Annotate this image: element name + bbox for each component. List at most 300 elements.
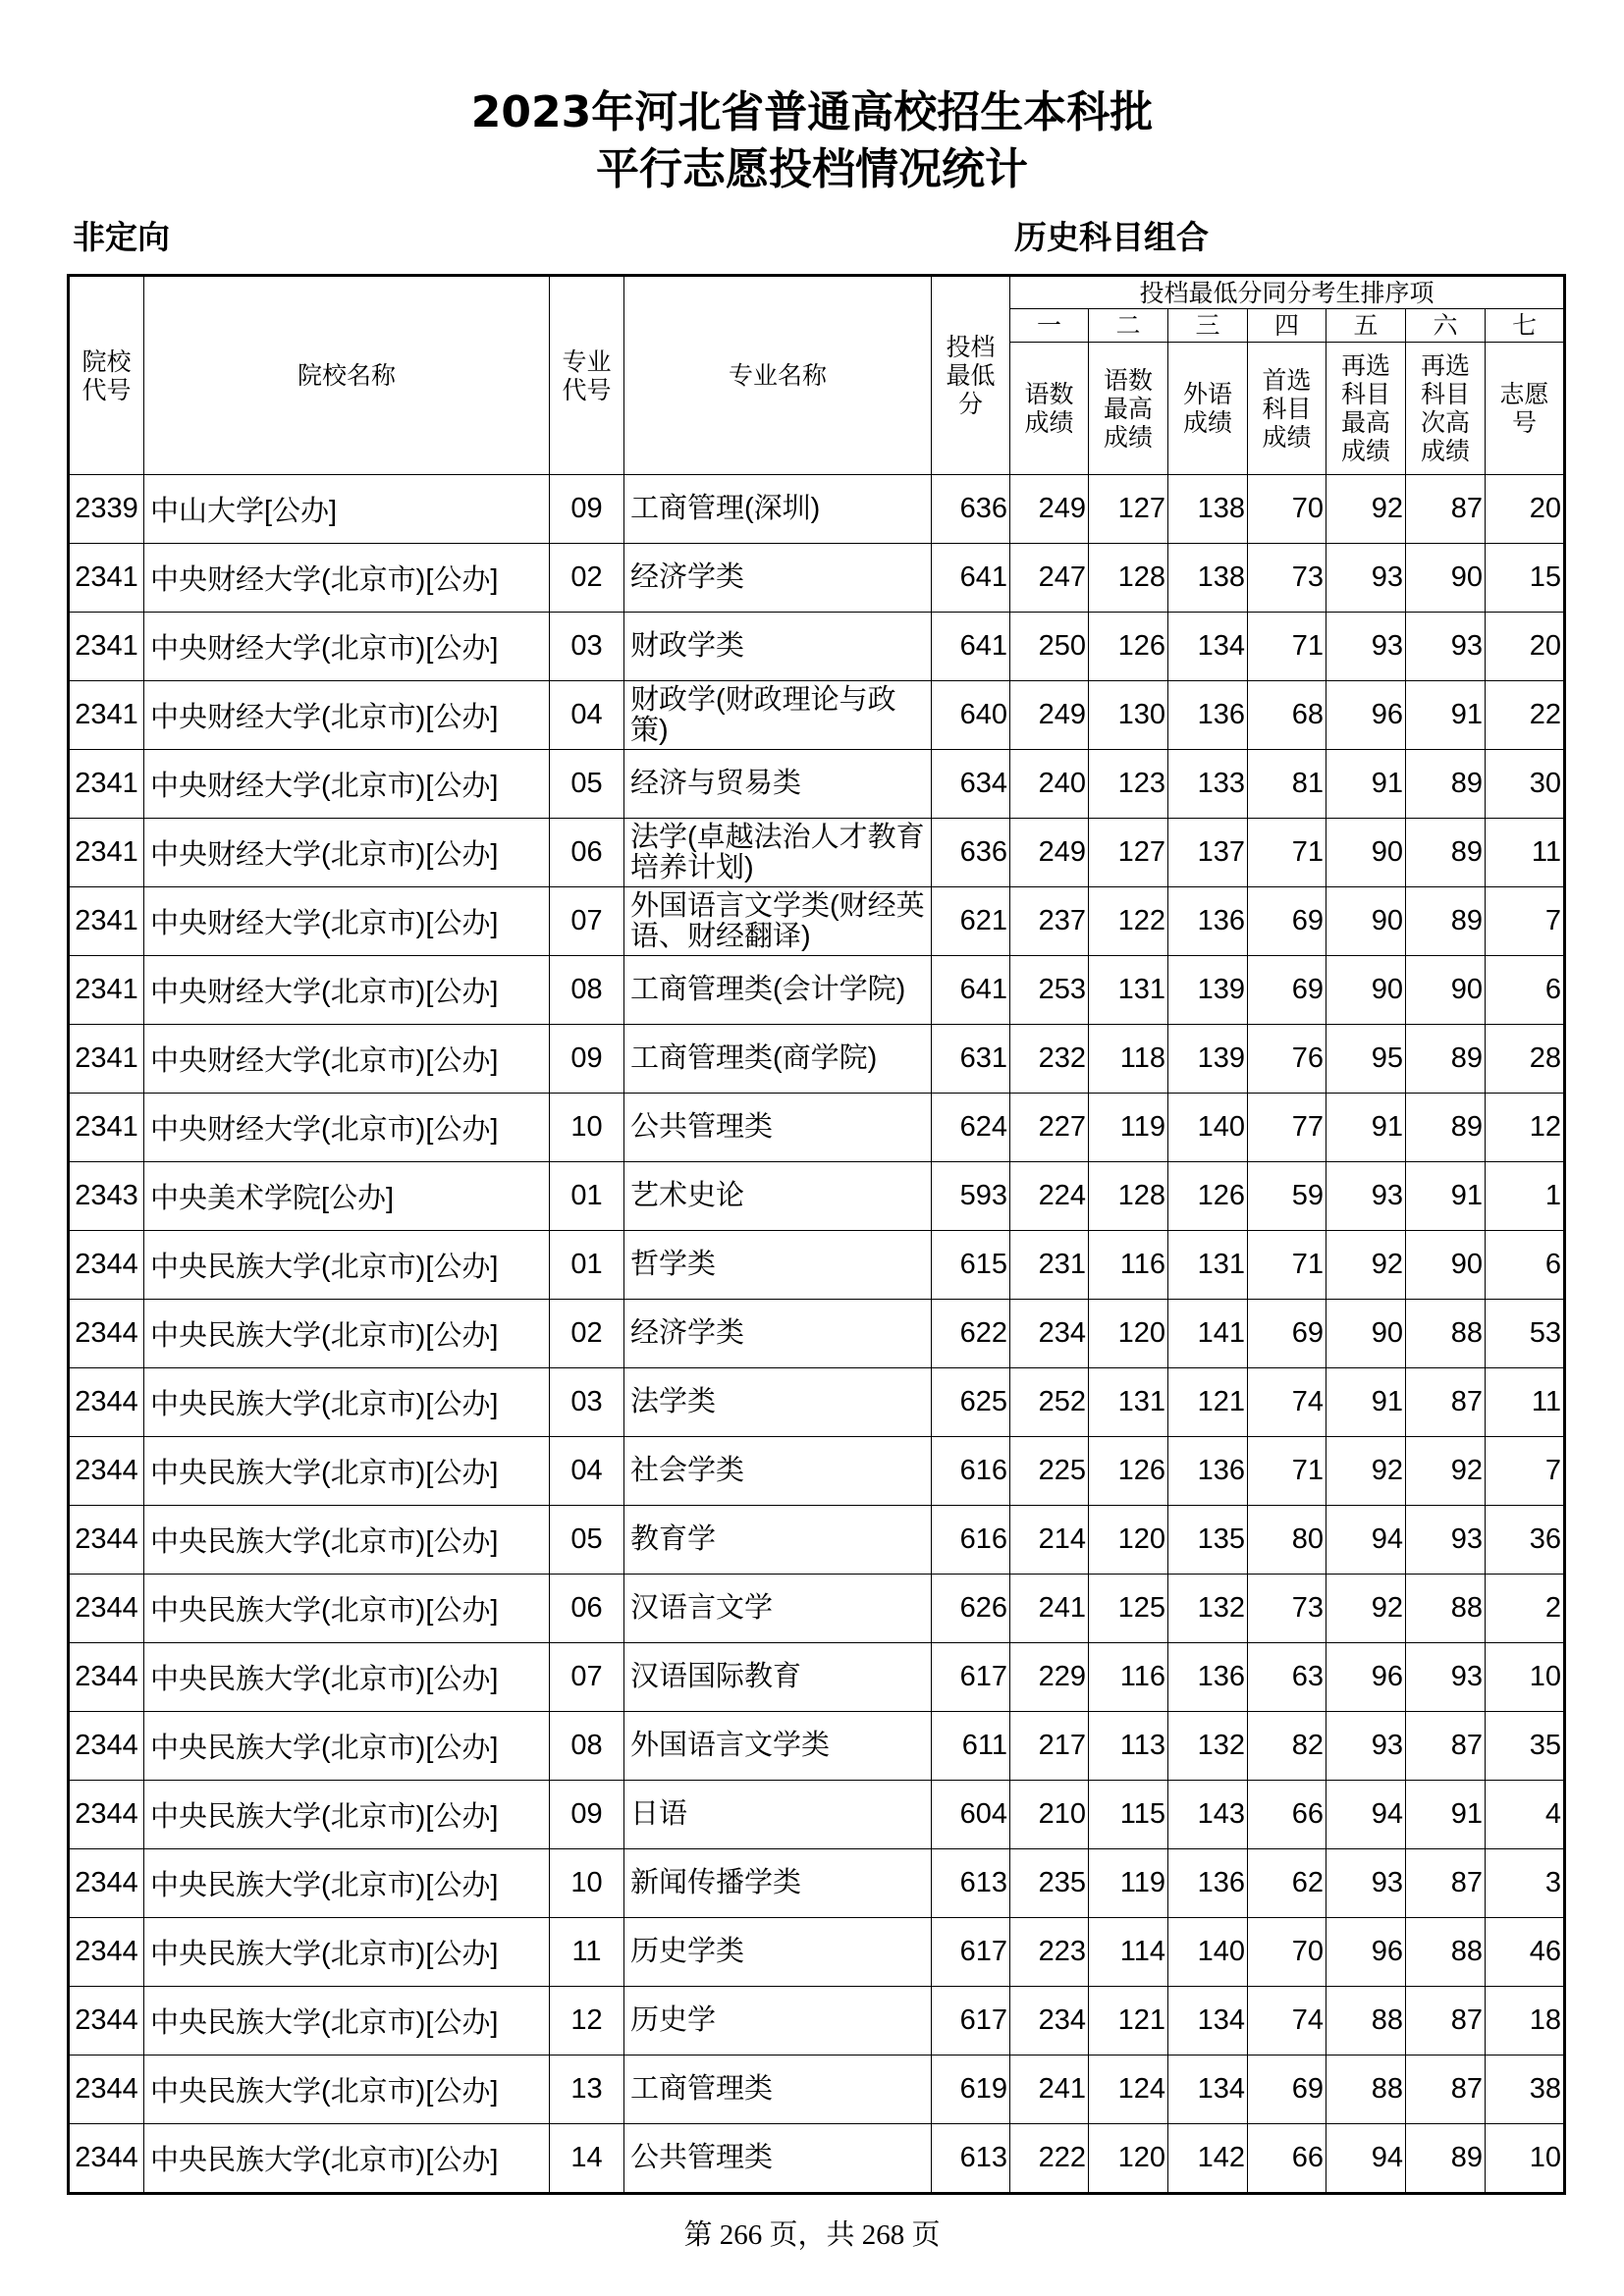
cell-school-code: 2341 xyxy=(69,1094,144,1162)
cell-preference-number: 10 xyxy=(1486,1643,1565,1712)
cell-elective-max-score: 94 xyxy=(1326,1781,1406,1849)
table-row xyxy=(69,819,1565,887)
cell-first-subject-score: 70 xyxy=(1248,1918,1326,1987)
cell-school-name: 中央财经大学(北京市)[公办] xyxy=(144,613,550,681)
table-row xyxy=(69,1162,1565,1231)
cell-school-name: 中央财经大学(北京市)[公办] xyxy=(144,887,550,956)
cell-chinese-math-score: 240 xyxy=(1010,750,1089,819)
cell-school-name: 中央财经大学(北京市)[公办] xyxy=(144,681,550,750)
cell-foreign-language-score: 121 xyxy=(1168,1368,1248,1437)
cell-elective-max-score: 93 xyxy=(1326,544,1406,613)
cell-elective-max-score: 91 xyxy=(1326,1368,1406,1437)
cell-elective-max-score: 92 xyxy=(1326,475,1406,544)
table-row xyxy=(69,956,1565,1025)
cell-major-name: 经济学类 xyxy=(624,544,932,613)
cell-elective-max-score: 93 xyxy=(1326,1162,1406,1231)
header-major-code: 专业代号 xyxy=(550,276,624,475)
cell-major-code: 09 xyxy=(550,1025,624,1094)
cell-preference-number: 6 xyxy=(1486,1231,1565,1300)
cell-preference-number: 36 xyxy=(1486,1506,1565,1575)
cell-major-code: 07 xyxy=(550,1643,624,1712)
cell-first-subject-score: 68 xyxy=(1248,681,1326,750)
cell-min-score: 625 xyxy=(932,1368,1010,1437)
cell-chinese-math-max: 119 xyxy=(1089,1094,1168,1162)
cell-chinese-math-score: 241 xyxy=(1010,2056,1089,2124)
cell-school-name: 中央民族大学(北京市)[公办] xyxy=(144,1575,550,1643)
cell-preference-number: 11 xyxy=(1486,819,1565,887)
cell-school-name: 中央民族大学(北京市)[公办] xyxy=(144,1643,550,1712)
cell-preference-number: 6 xyxy=(1486,956,1565,1025)
cell-first-subject-score: 81 xyxy=(1248,750,1326,819)
cell-elective-second-score: 91 xyxy=(1406,1162,1486,1231)
header-rank-6: 六 xyxy=(1406,309,1486,343)
cell-major-name: 工商管理类(会计学院) xyxy=(624,956,932,1025)
cell-elective-max-score: 88 xyxy=(1326,2056,1406,2124)
cell-min-score: 624 xyxy=(932,1094,1010,1162)
cell-min-score: 626 xyxy=(932,1575,1010,1643)
cell-major-code: 13 xyxy=(550,2056,624,2124)
cell-elective-max-score: 88 xyxy=(1326,1987,1406,2056)
cell-major-code: 02 xyxy=(550,1300,624,1368)
subtitle-plan-type: 非定向 xyxy=(73,218,170,256)
cell-chinese-math-score: 234 xyxy=(1010,1300,1089,1368)
cell-school-name: 中央民族大学(北京市)[公办] xyxy=(144,1712,550,1781)
cell-school-code: 2344 xyxy=(69,1918,144,1987)
cell-major-code: 08 xyxy=(550,1712,624,1781)
cell-major-name: 经济学类 xyxy=(624,1300,932,1368)
cell-major-name: 工商管理类(商学院) xyxy=(624,1025,932,1094)
cell-major-code: 10 xyxy=(550,1094,624,1162)
cell-chinese-math-max: 114 xyxy=(1089,1918,1168,1987)
cell-preference-number: 7 xyxy=(1486,887,1565,956)
header-criterion-1: 语数成绩 xyxy=(1010,343,1089,475)
cell-min-score: 619 xyxy=(932,2056,1010,2124)
header-rank-1: 一 xyxy=(1010,309,1089,343)
cell-foreign-language-score: 135 xyxy=(1168,1506,1248,1575)
cell-foreign-language-score: 134 xyxy=(1168,613,1248,681)
cell-chinese-math-score: 252 xyxy=(1010,1368,1089,1437)
table-row xyxy=(69,2056,1565,2124)
cell-min-score: 617 xyxy=(932,1987,1010,2056)
cell-elective-second-score: 89 xyxy=(1406,1025,1486,1094)
cell-foreign-language-score: 134 xyxy=(1168,2056,1248,2124)
cell-major-name: 财政学类 xyxy=(624,613,932,681)
cell-min-score: 616 xyxy=(932,1437,1010,1506)
header-rank-4: 四 xyxy=(1248,309,1326,343)
cell-elective-max-score: 92 xyxy=(1326,1437,1406,1506)
cell-foreign-language-score: 126 xyxy=(1168,1162,1248,1231)
cell-elective-second-score: 89 xyxy=(1406,887,1486,956)
page-title-line2: 平行志愿投档情况统计 xyxy=(596,144,1028,194)
cell-school-code: 2344 xyxy=(69,1643,144,1712)
cell-chinese-math-score: 249 xyxy=(1010,681,1089,750)
cell-elective-second-score: 93 xyxy=(1406,1506,1486,1575)
cell-chinese-math-score: 232 xyxy=(1010,1025,1089,1094)
cell-foreign-language-score: 136 xyxy=(1168,1643,1248,1712)
cell-school-name: 中央财经大学(北京市)[公办] xyxy=(144,544,550,613)
cell-elective-max-score: 90 xyxy=(1326,956,1406,1025)
cell-chinese-math-max: 131 xyxy=(1089,1368,1168,1437)
cell-school-code: 2344 xyxy=(69,1437,144,1506)
cell-first-subject-score: 70 xyxy=(1248,475,1326,544)
cell-chinese-math-score: 217 xyxy=(1010,1712,1089,1781)
cell-major-code: 12 xyxy=(550,1987,624,2056)
table-row xyxy=(69,1506,1565,1575)
header-rank-3: 三 xyxy=(1168,309,1248,343)
cell-major-code: 01 xyxy=(550,1162,624,1231)
cell-major-name: 历史学 xyxy=(624,1987,932,2056)
cell-elective-max-score: 96 xyxy=(1326,1643,1406,1712)
cell-chinese-math-score: 249 xyxy=(1010,475,1089,544)
cell-first-subject-score: 71 xyxy=(1248,613,1326,681)
cell-school-name: 中央民族大学(北京市)[公办] xyxy=(144,2124,550,2194)
cell-min-score: 636 xyxy=(932,819,1010,887)
cell-chinese-math-max: 118 xyxy=(1089,1025,1168,1094)
cell-elective-max-score: 91 xyxy=(1326,750,1406,819)
cell-school-code: 2344 xyxy=(69,2056,144,2124)
cell-preference-number: 28 xyxy=(1486,1025,1565,1094)
cell-elective-max-score: 93 xyxy=(1326,1849,1406,1918)
cell-first-subject-score: 69 xyxy=(1248,887,1326,956)
cell-school-code: 2341 xyxy=(69,544,144,613)
cell-chinese-math-max: 127 xyxy=(1089,475,1168,544)
header-criterion-6: 再选科目次高成绩 xyxy=(1406,343,1486,475)
cell-chinese-math-max: 115 xyxy=(1089,1781,1168,1849)
cell-first-subject-score: 69 xyxy=(1248,2056,1326,2124)
cell-first-subject-score: 77 xyxy=(1248,1094,1326,1162)
cell-min-score: 621 xyxy=(932,887,1010,956)
table-row xyxy=(69,475,1565,544)
header-criterion-2: 语数最高成绩 xyxy=(1089,343,1168,475)
cell-foreign-language-score: 141 xyxy=(1168,1300,1248,1368)
cell-preference-number: 20 xyxy=(1486,475,1565,544)
cell-min-score: 613 xyxy=(932,2124,1010,2194)
cell-school-code: 2339 xyxy=(69,475,144,544)
cell-major-code: 09 xyxy=(550,1781,624,1849)
table-row xyxy=(69,1300,1565,1368)
header-rank-5: 五 xyxy=(1326,309,1406,343)
cell-school-code: 2344 xyxy=(69,1506,144,1575)
cell-foreign-language-score: 132 xyxy=(1168,1712,1248,1781)
cell-min-score: 617 xyxy=(932,1643,1010,1712)
cell-first-subject-score: 66 xyxy=(1248,2124,1326,2194)
cell-major-name: 哲学类 xyxy=(624,1231,932,1300)
cell-major-code: 11 xyxy=(550,1918,624,1987)
cell-major-code: 06 xyxy=(550,1575,624,1643)
cell-elective-max-score: 95 xyxy=(1326,1025,1406,1094)
cell-foreign-language-score: 136 xyxy=(1168,1849,1248,1918)
table-row xyxy=(69,1781,1565,1849)
cell-first-subject-score: 73 xyxy=(1248,544,1326,613)
cell-min-score: 613 xyxy=(932,1849,1010,1918)
cell-elective-second-score: 91 xyxy=(1406,1781,1486,1849)
table-row xyxy=(69,1987,1565,2056)
header-criterion-7: 志愿号 xyxy=(1486,343,1565,475)
cell-major-code: 04 xyxy=(550,681,624,750)
header-school-code: 院校代号 xyxy=(69,276,144,475)
cell-chinese-math-score: 235 xyxy=(1010,1849,1089,1918)
table-row xyxy=(69,887,1565,956)
cell-chinese-math-score: 225 xyxy=(1010,1437,1089,1506)
cell-elective-second-score: 89 xyxy=(1406,1094,1486,1162)
cell-first-subject-score: 73 xyxy=(1248,1575,1326,1643)
cell-preference-number: 4 xyxy=(1486,1781,1565,1849)
cell-school-name: 中央民族大学(北京市)[公办] xyxy=(144,1368,550,1437)
cell-school-code: 2344 xyxy=(69,1781,144,1849)
cell-foreign-language-score: 143 xyxy=(1168,1781,1248,1849)
cell-school-code: 2341 xyxy=(69,887,144,956)
cell-school-name: 中央民族大学(北京市)[公办] xyxy=(144,1987,550,2056)
cell-preference-number: 7 xyxy=(1486,1437,1565,1506)
cell-major-code: 14 xyxy=(550,2124,624,2194)
cell-elective-max-score: 93 xyxy=(1326,613,1406,681)
cell-preference-number: 18 xyxy=(1486,1987,1565,2056)
cell-chinese-math-max: 124 xyxy=(1089,2056,1168,2124)
cell-elective-second-score: 87 xyxy=(1406,1712,1486,1781)
cell-elective-max-score: 90 xyxy=(1326,1300,1406,1368)
cell-chinese-math-max: 120 xyxy=(1089,1506,1168,1575)
header-criterion-4: 首选科目成绩 xyxy=(1248,343,1326,475)
cell-major-code: 08 xyxy=(550,956,624,1025)
cell-chinese-math-score: 234 xyxy=(1010,1987,1089,2056)
cell-major-name: 日语 xyxy=(624,1781,932,1849)
cell-chinese-math-max: 126 xyxy=(1089,613,1168,681)
cell-elective-second-score: 91 xyxy=(1406,681,1486,750)
table-row xyxy=(69,2124,1565,2194)
header-rank-2: 二 xyxy=(1089,309,1168,343)
cell-first-subject-score: 82 xyxy=(1248,1712,1326,1781)
cell-school-code: 2344 xyxy=(69,1712,144,1781)
header-criterion-5: 再选科目最高成绩 xyxy=(1326,343,1406,475)
cell-min-score: 641 xyxy=(932,613,1010,681)
cell-chinese-math-max: 122 xyxy=(1089,887,1168,956)
cell-school-code: 2344 xyxy=(69,1849,144,1918)
subtitle-subject-group: 历史科目组合 xyxy=(1014,218,1209,256)
cell-first-subject-score: 66 xyxy=(1248,1781,1326,1849)
cell-major-name: 公共管理类 xyxy=(624,2124,932,2194)
cell-school-name: 中央民族大学(北京市)[公办] xyxy=(144,1437,550,1506)
cell-school-name: 中央财经大学(北京市)[公办] xyxy=(144,750,550,819)
cell-major-name: 工商管理(深圳) xyxy=(624,475,932,544)
cell-major-name: 法学类 xyxy=(624,1368,932,1437)
cell-school-name: 中央财经大学(北京市)[公办] xyxy=(144,1025,550,1094)
cell-major-code: 05 xyxy=(550,1506,624,1575)
cell-elective-max-score: 91 xyxy=(1326,1094,1406,1162)
cell-major-name: 工商管理类 xyxy=(624,2056,932,2124)
cell-chinese-math-max: 116 xyxy=(1089,1643,1168,1712)
cell-school-code: 2341 xyxy=(69,819,144,887)
cell-school-code: 2344 xyxy=(69,1575,144,1643)
table-row xyxy=(69,1643,1565,1712)
cell-min-score: 631 xyxy=(932,1025,1010,1094)
cell-first-subject-score: 71 xyxy=(1248,819,1326,887)
cell-foreign-language-score: 136 xyxy=(1168,681,1248,750)
cell-school-name: 中央民族大学(北京市)[公办] xyxy=(144,1781,550,1849)
header-rank-7: 七 xyxy=(1486,309,1565,343)
cell-major-code: 10 xyxy=(550,1849,624,1918)
cell-preference-number: 38 xyxy=(1486,2056,1565,2124)
table-row xyxy=(69,1575,1565,1643)
table-row xyxy=(69,750,1565,819)
table-row xyxy=(69,1368,1565,1437)
cell-elective-max-score: 90 xyxy=(1326,819,1406,887)
cell-school-code: 2341 xyxy=(69,956,144,1025)
header-school-name: 院校名称 xyxy=(144,276,550,475)
cell-chinese-math-score: 253 xyxy=(1010,956,1089,1025)
cell-min-score: 617 xyxy=(932,1918,1010,1987)
cell-preference-number: 15 xyxy=(1486,544,1565,613)
table-row xyxy=(69,681,1565,750)
cell-major-code: 06 xyxy=(550,819,624,887)
cell-school-name: 中央财经大学(北京市)[公办] xyxy=(144,1094,550,1162)
cell-elective-max-score: 96 xyxy=(1326,681,1406,750)
header-criterion-3: 外语成绩 xyxy=(1168,343,1248,475)
cell-major-name: 法学(卓越法治人才教育培养计划) xyxy=(624,819,932,887)
table-row xyxy=(69,1094,1565,1162)
cell-foreign-language-score: 137 xyxy=(1168,819,1248,887)
cell-preference-number: 11 xyxy=(1486,1368,1565,1437)
cell-first-subject-score: 80 xyxy=(1248,1506,1326,1575)
table-body xyxy=(69,475,1565,2194)
cell-chinese-math-score: 229 xyxy=(1010,1643,1089,1712)
cell-major-code: 05 xyxy=(550,750,624,819)
cell-foreign-language-score: 132 xyxy=(1168,1575,1248,1643)
cell-foreign-language-score: 134 xyxy=(1168,1987,1248,2056)
cell-min-score: 634 xyxy=(932,750,1010,819)
cell-elective-max-score: 93 xyxy=(1326,1712,1406,1781)
cell-major-code: 03 xyxy=(550,1368,624,1437)
cell-foreign-language-score: 133 xyxy=(1168,750,1248,819)
cell-preference-number: 35 xyxy=(1486,1712,1565,1781)
cell-preference-number: 22 xyxy=(1486,681,1565,750)
header-major-name: 专业名称 xyxy=(624,276,932,475)
cell-elective-second-score: 90 xyxy=(1406,544,1486,613)
cell-major-code: 02 xyxy=(550,544,624,613)
table-row xyxy=(69,1231,1565,1300)
cell-min-score: 641 xyxy=(932,544,1010,613)
cell-school-name: 中央财经大学(北京市)[公办] xyxy=(144,819,550,887)
cell-school-name: 中央民族大学(北京市)[公办] xyxy=(144,1918,550,1987)
cell-school-code: 2344 xyxy=(69,1231,144,1300)
cell-major-name: 财政学(财政理论与政策) xyxy=(624,681,932,750)
cell-elective-second-score: 87 xyxy=(1406,1987,1486,2056)
cell-first-subject-score: 63 xyxy=(1248,1643,1326,1712)
cell-chinese-math-max: 125 xyxy=(1089,1575,1168,1643)
cell-first-subject-score: 76 xyxy=(1248,1025,1326,1094)
cell-elective-second-score: 93 xyxy=(1406,613,1486,681)
cell-foreign-language-score: 131 xyxy=(1168,1231,1248,1300)
cell-chinese-math-max: 120 xyxy=(1089,2124,1168,2194)
header-min-score: 投档最低分 xyxy=(932,276,1010,475)
cell-chinese-math-max: 119 xyxy=(1089,1849,1168,1918)
cell-first-subject-score: 74 xyxy=(1248,1368,1326,1437)
cell-first-subject-score: 69 xyxy=(1248,1300,1326,1368)
cell-major-name: 汉语国际教育 xyxy=(624,1643,932,1712)
cell-foreign-language-score: 138 xyxy=(1168,475,1248,544)
cell-chinese-math-score: 224 xyxy=(1010,1162,1089,1231)
cell-min-score: 593 xyxy=(932,1162,1010,1231)
cell-chinese-math-score: 227 xyxy=(1010,1094,1089,1162)
cell-elective-max-score: 94 xyxy=(1326,2124,1406,2194)
cell-chinese-math-score: 237 xyxy=(1010,887,1089,956)
cell-major-code: 07 xyxy=(550,887,624,956)
cell-foreign-language-score: 140 xyxy=(1168,1094,1248,1162)
cell-elective-second-score: 93 xyxy=(1406,1643,1486,1712)
cell-foreign-language-score: 140 xyxy=(1168,1918,1248,1987)
cell-school-code: 2341 xyxy=(69,1025,144,1094)
cell-elective-max-score: 96 xyxy=(1326,1918,1406,1987)
cell-chinese-math-max: 127 xyxy=(1089,819,1168,887)
cell-elective-second-score: 88 xyxy=(1406,1918,1486,1987)
cell-school-code: 2344 xyxy=(69,1300,144,1368)
cell-preference-number: 10 xyxy=(1486,2124,1565,2194)
cell-school-name: 中央民族大学(北京市)[公办] xyxy=(144,1849,550,1918)
cell-school-code: 2341 xyxy=(69,681,144,750)
cell-chinese-math-score: 241 xyxy=(1010,1575,1089,1643)
table-row xyxy=(69,1849,1565,1918)
table-row xyxy=(69,1918,1565,1987)
cell-chinese-math-score: 247 xyxy=(1010,544,1089,613)
cell-school-name: 中央美术学院[公办] xyxy=(144,1162,550,1231)
cell-school-name: 中央民族大学(北京市)[公办] xyxy=(144,1506,550,1575)
cell-chinese-math-score: 222 xyxy=(1010,2124,1089,2194)
cell-major-name: 外国语言文学类(财经英语、财经翻译) xyxy=(624,887,932,956)
cell-school-name: 中央财经大学(北京市)[公办] xyxy=(144,956,550,1025)
cell-major-name: 教育学 xyxy=(624,1506,932,1575)
cell-major-name: 艺术史论 xyxy=(624,1162,932,1231)
cell-elective-second-score: 87 xyxy=(1406,475,1486,544)
cell-preference-number: 12 xyxy=(1486,1094,1565,1162)
cell-major-code: 09 xyxy=(550,475,624,544)
cell-preference-number: 3 xyxy=(1486,1849,1565,1918)
cell-chinese-math-score: 231 xyxy=(1010,1231,1089,1300)
cell-preference-number: 20 xyxy=(1486,613,1565,681)
cell-major-code: 03 xyxy=(550,613,624,681)
cell-school-name: 中央民族大学(北京市)[公办] xyxy=(144,1300,550,1368)
cell-chinese-math-max: 123 xyxy=(1089,750,1168,819)
cell-chinese-math-score: 210 xyxy=(1010,1781,1089,1849)
cell-first-subject-score: 74 xyxy=(1248,1987,1326,2056)
cell-chinese-math-max: 130 xyxy=(1089,681,1168,750)
cell-min-score: 604 xyxy=(932,1781,1010,1849)
cell-major-code: 01 xyxy=(550,1231,624,1300)
cell-major-name: 经济与贸易类 xyxy=(624,750,932,819)
cell-first-subject-score: 69 xyxy=(1248,956,1326,1025)
cell-foreign-language-score: 139 xyxy=(1168,956,1248,1025)
admission-table xyxy=(67,274,1566,2195)
cell-elective-max-score: 92 xyxy=(1326,1231,1406,1300)
cell-preference-number: 46 xyxy=(1486,1918,1565,1987)
cell-major-name: 新闻传播学类 xyxy=(624,1849,932,1918)
cell-major-code: 04 xyxy=(550,1437,624,1506)
cell-min-score: 611 xyxy=(932,1712,1010,1781)
cell-chinese-math-max: 126 xyxy=(1089,1437,1168,1506)
cell-foreign-language-score: 142 xyxy=(1168,2124,1248,2194)
cell-first-subject-score: 62 xyxy=(1248,1849,1326,1918)
cell-elective-second-score: 88 xyxy=(1406,1300,1486,1368)
cell-elective-second-score: 89 xyxy=(1406,2124,1486,2194)
table-row xyxy=(69,544,1565,613)
cell-min-score: 640 xyxy=(932,681,1010,750)
cell-major-name: 汉语言文学 xyxy=(624,1575,932,1643)
header-tiebreak-group: 投档最低分同分考生排序项 xyxy=(1010,276,1565,309)
cell-elective-second-score: 87 xyxy=(1406,2056,1486,2124)
cell-preference-number: 53 xyxy=(1486,1300,1565,1368)
cell-major-name: 历史学类 xyxy=(624,1918,932,1987)
cell-chinese-math-max: 128 xyxy=(1089,1162,1168,1231)
cell-chinese-math-max: 128 xyxy=(1089,544,1168,613)
cell-school-name: 中央民族大学(北京市)[公办] xyxy=(144,1231,550,1300)
